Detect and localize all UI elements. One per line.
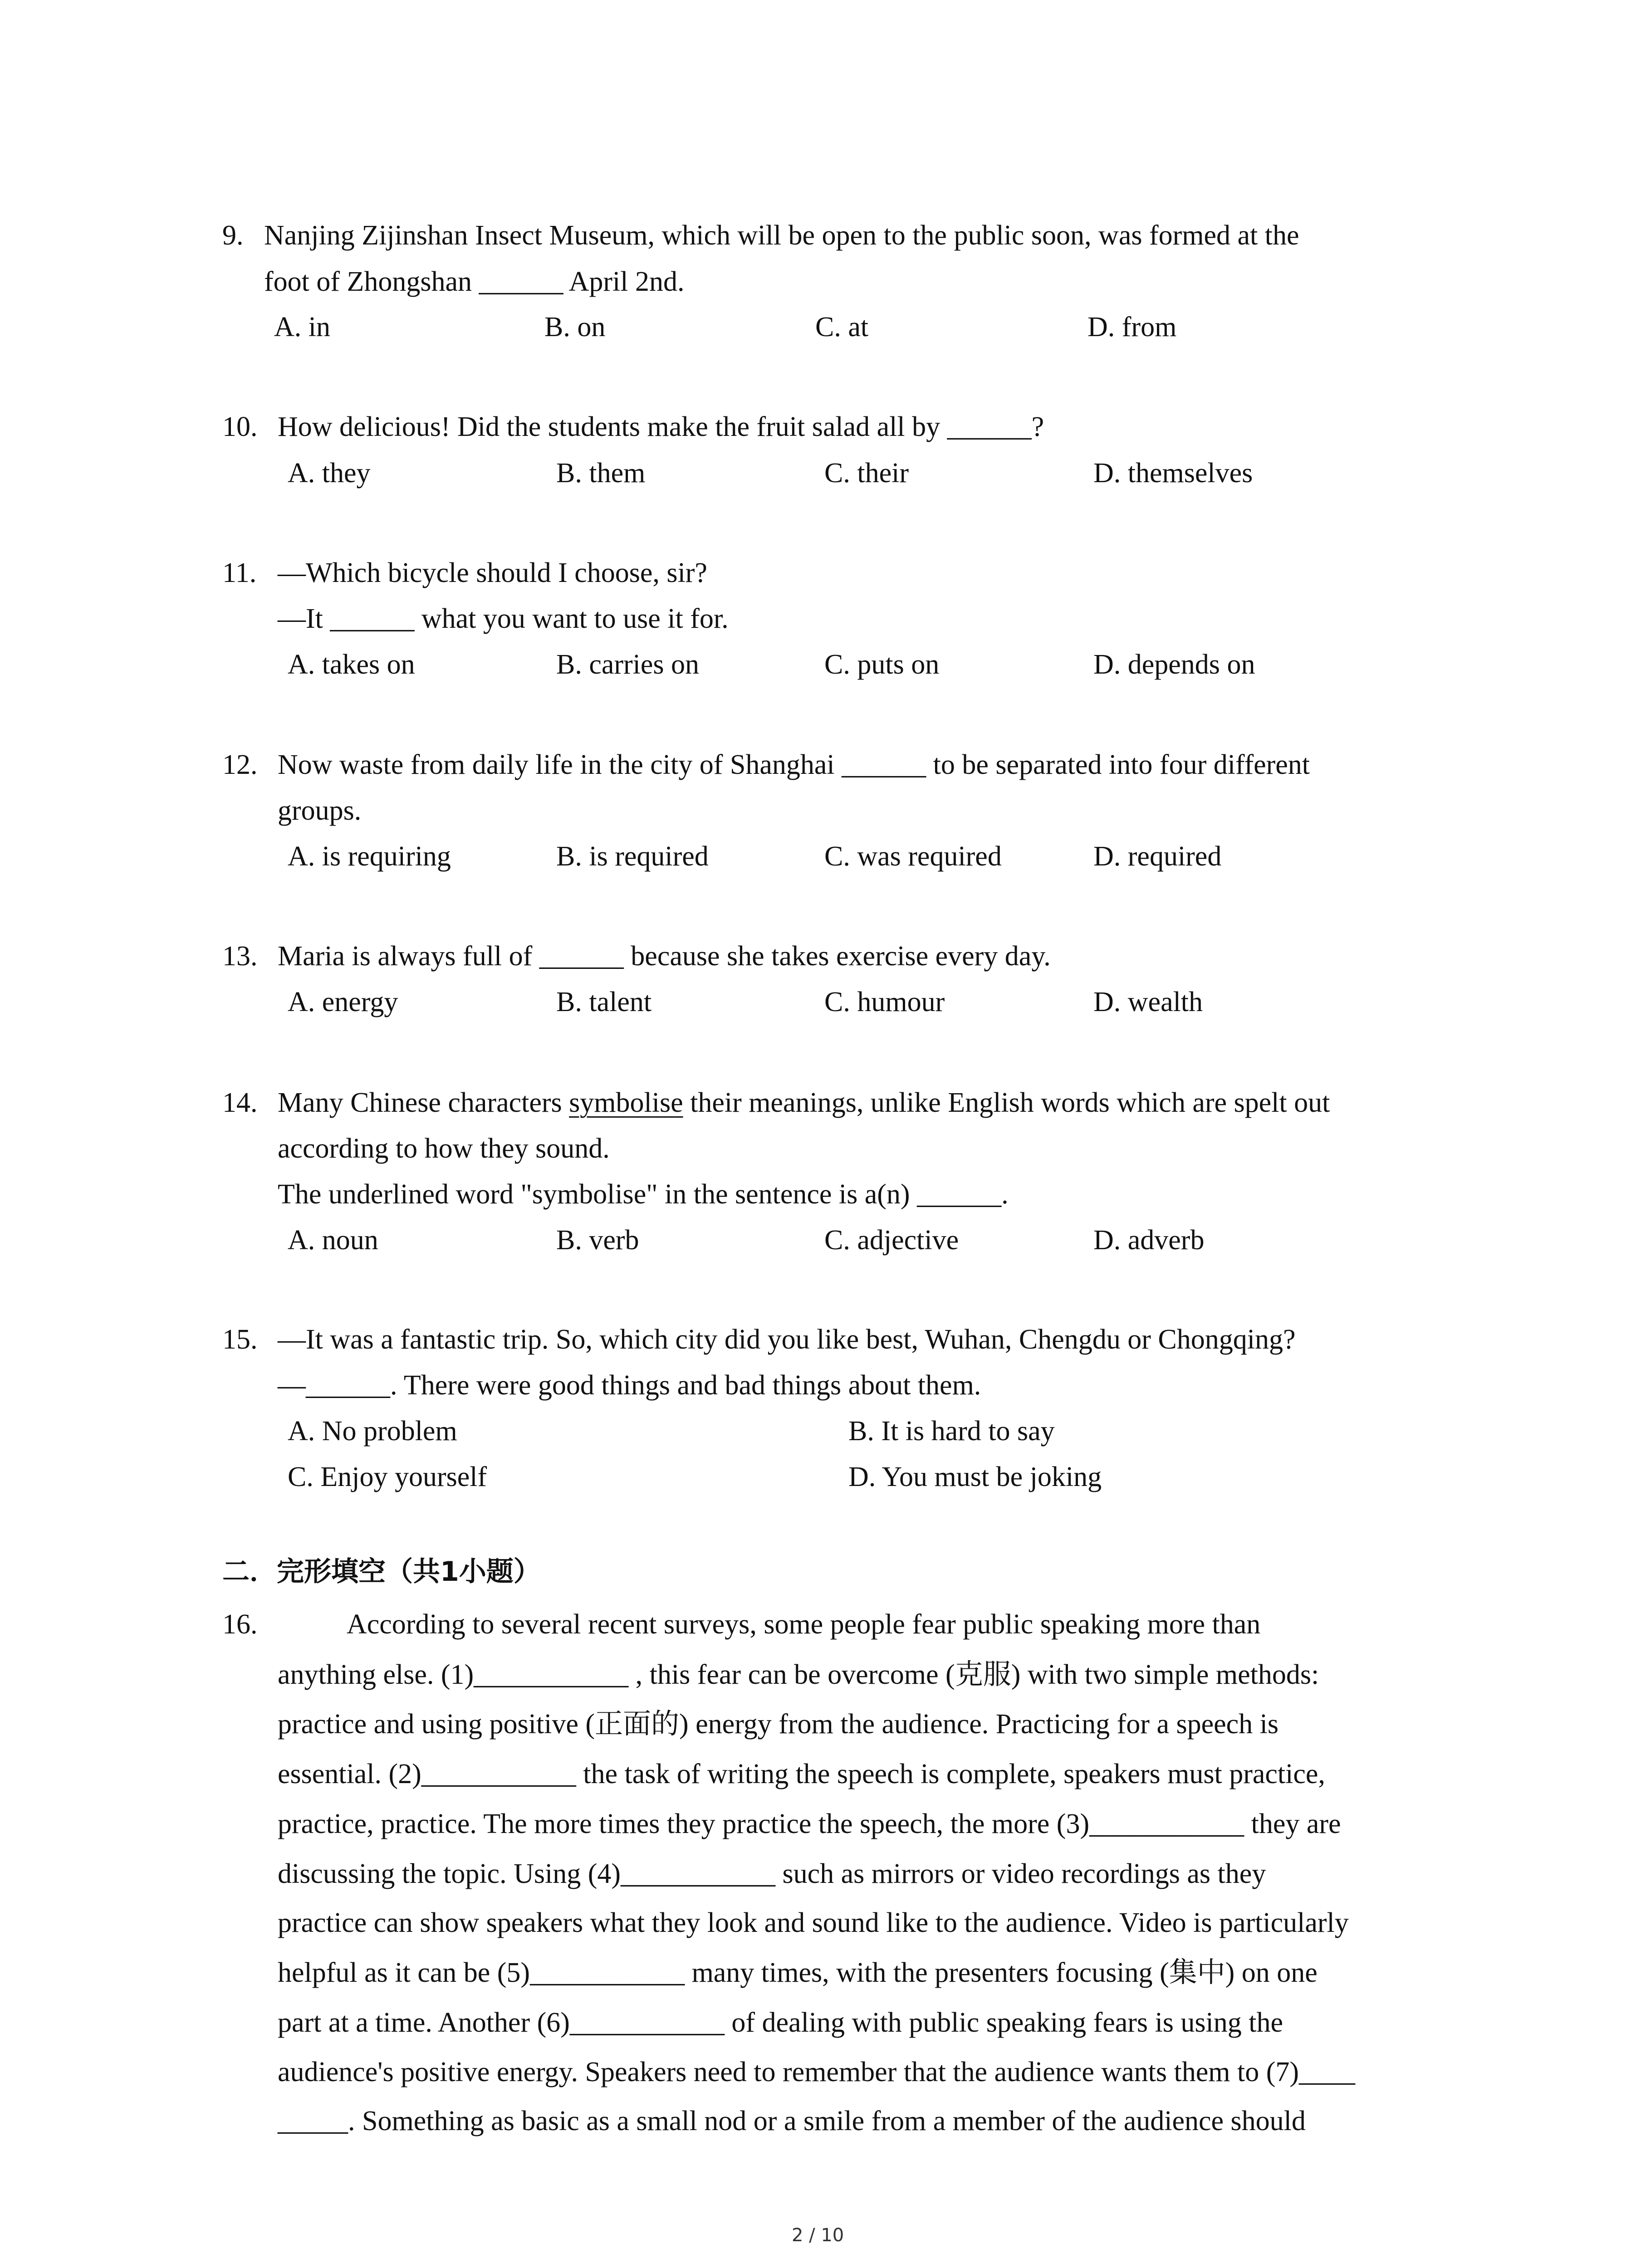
option-c: C. adjective — [824, 1225, 959, 1256]
option-b: B. verb — [556, 1225, 639, 1256]
section-title: 二．完形填空（共1小题） — [222, 1556, 541, 1588]
question-text: Maria is always full of ______ because she takes exercise every day. — [278, 941, 1051, 972]
question-text: —Which bicycle should I choose, sir? — [278, 557, 707, 588]
option-d: D. adverb — [1093, 1225, 1205, 1256]
option-a: A. takes on — [288, 649, 415, 680]
underlined-word: symbolise — [569, 1087, 683, 1118]
option-b: B. talent — [556, 987, 652, 1017]
option-b: B. is required — [556, 841, 709, 872]
question-text — [278, 1089, 1330, 1117]
passage-line: practice, practice. The more times they practice the speech, the more (3)___________ they are — [278, 1809, 1341, 1839]
passage-line: According to several recent surveys, some people fear public speaking more than — [347, 1609, 1261, 1640]
option-c: C. at — [815, 312, 869, 342]
option-d: D. wealth — [1093, 987, 1203, 1017]
option-d: D. from — [1087, 312, 1177, 342]
option-d: D. themselves — [1093, 458, 1253, 489]
option-c: C. Enjoy yourself — [288, 1461, 487, 1492]
passage-line: discussing the topic. Using (4)___________ such as mirrors or video recordings as they — [278, 1858, 1266, 1889]
question-number: 11. — [222, 557, 257, 588]
question-text: Now waste from daily life in the city of Shanghai ______ to be separated into four different — [278, 749, 1310, 780]
question-number: 14. — [222, 1087, 258, 1118]
question-text: groups. — [278, 795, 362, 826]
passage-line: practice can show speakers what they look and sound like to the audience. Video is particularly — [278, 1907, 1349, 1938]
question-number: 9. — [222, 220, 244, 251]
option-a: A. in — [274, 312, 330, 342]
question-text: How delicious! Did the students make the fruit salad all by ______? — [278, 411, 1044, 442]
question-text: —It was a fantastic trip. So, which city did you like best, Wuhan, Chengdu or Chongqing? — [278, 1324, 1296, 1355]
option-d: D. You must be joking — [848, 1461, 1102, 1492]
text-fragment: their meanings, unlike English words which are spelt out — [683, 1087, 1330, 1118]
option-c: C. their — [824, 458, 909, 489]
question-text: Nanjing Zijinshan Insect Museum, which will be open to the public soon, was formed at the — [264, 220, 1299, 251]
option-b: B. It is hard to say — [848, 1416, 1055, 1447]
option-b: B. carries on — [556, 649, 700, 680]
passage-line: audience's positive energy. Speakers need to remember that the audience wants them to (7)____ — [278, 2057, 1355, 2087]
passage-line: practice and using positive (正面的) energy from the audience. Practicing for a speech is — [278, 1709, 1279, 1740]
text-fragment: Many Chinese characters — [278, 1087, 569, 1118]
option-b: B. on — [544, 312, 606, 342]
passage-line: essential. (2)___________ the task of writing the speech is complete, speakers must practice, — [278, 1759, 1325, 1789]
question-number: 13. — [222, 941, 258, 972]
question-text: foot of Zhongshan ______ April 2nd. — [264, 266, 685, 297]
passage-line: part at a time. Another (6)___________ of dealing with public speaking fears is using the — [278, 2007, 1283, 2038]
passage-line: helpful as it can be (5)___________ many times, with the presenters focusing (集中) on one — [278, 1957, 1318, 1988]
passage-line: _____. Something as basic as a small nod or a smile from a member of the audience should — [278, 2106, 1306, 2136]
option-c: C. was required — [824, 841, 1002, 872]
option-c: C. humour — [824, 987, 945, 1017]
question-text: —______. There were good things and bad things about them. — [278, 1370, 981, 1401]
option-d: D. required — [1093, 841, 1222, 872]
option-d: D. depends on — [1093, 649, 1255, 680]
option-a: A. energy — [288, 987, 398, 1017]
page-number: 2 / 10 — [792, 2225, 844, 2246]
question-text: —It ______ what you want to use it for. — [278, 603, 729, 634]
passage-line: anything else. (1)___________ , this fear can be overcome (克服) with two simple methods: — [278, 1659, 1319, 1690]
option-a: A. noun — [288, 1225, 378, 1256]
option-a: A. they — [288, 458, 371, 489]
question-number: 16. — [222, 1609, 258, 1640]
option-c: C. puts on — [824, 649, 940, 680]
question-number: 15. — [222, 1324, 258, 1355]
option-a: A. No problem — [288, 1416, 457, 1447]
option-b: B. them — [556, 458, 646, 489]
question-text: according to how they sound. — [278, 1133, 610, 1164]
question-number: 12. — [222, 749, 258, 780]
option-a: A. is requiring — [288, 841, 451, 872]
question-text: The underlined word "symbolise" in the sentence is a(n) ______. — [278, 1179, 1009, 1210]
question-number: 10. — [222, 411, 258, 442]
